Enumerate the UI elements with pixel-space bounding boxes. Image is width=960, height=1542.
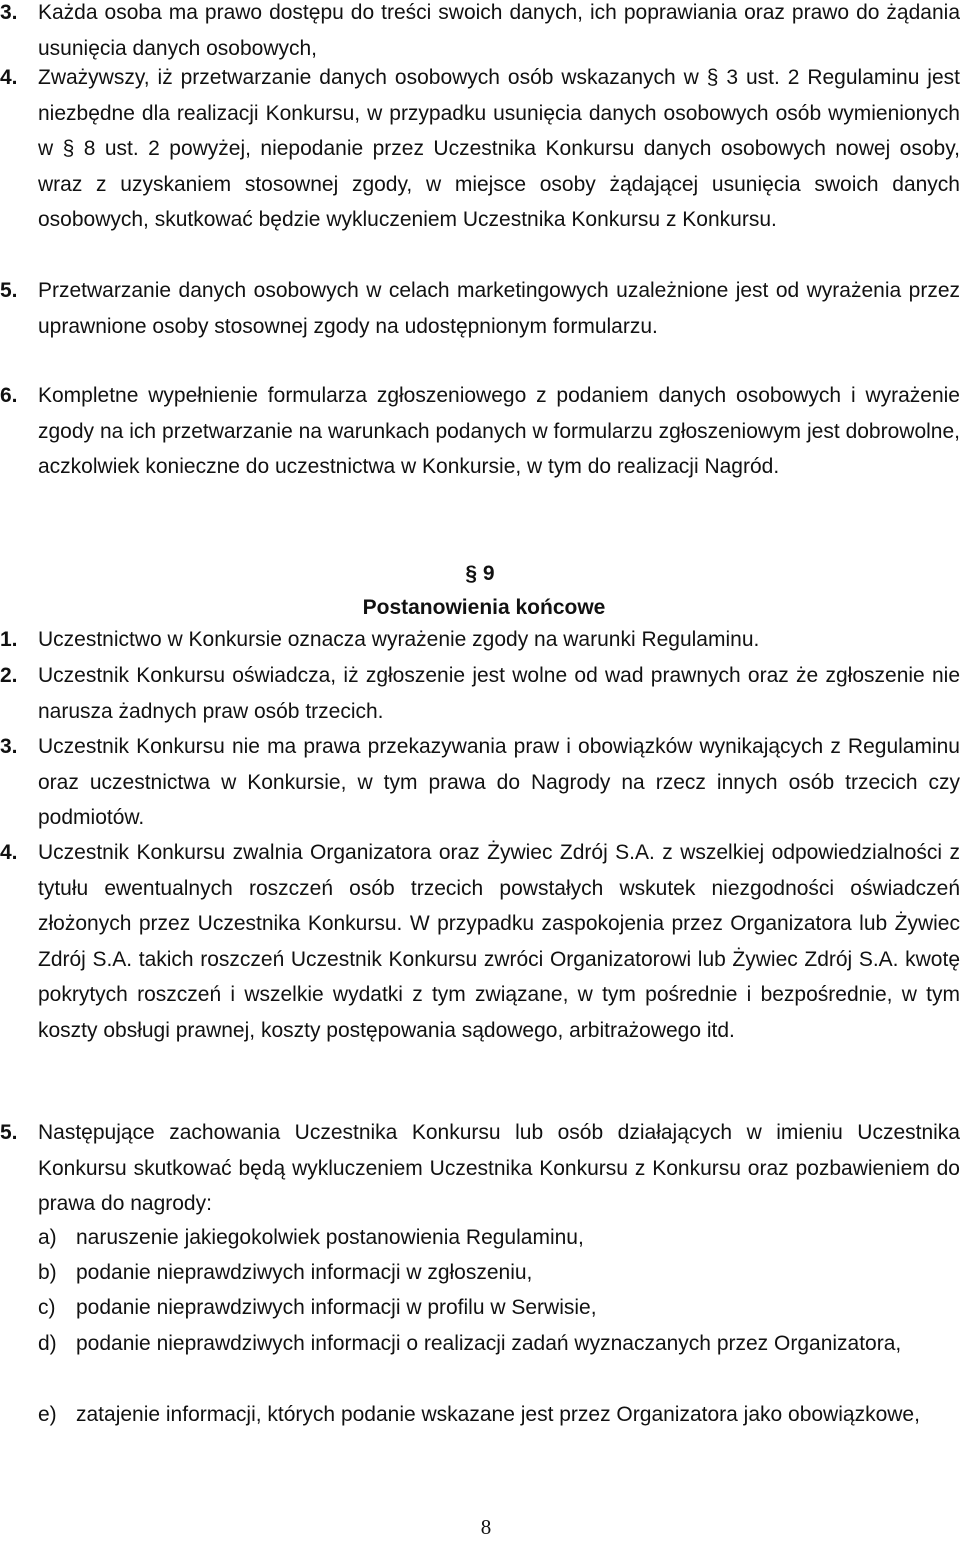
clause-item — [0, 0, 960, 66]
section-title: Postanowienia końcowe — [362, 596, 606, 619]
sub-item-letter: e) — [38, 1403, 57, 1426]
sub-item-text: naruszenie jakiegokolwiek postanowienia Regulaminu, — [76, 1226, 584, 1249]
sub-item — [38, 1397, 960, 1433]
clause-number: 4. — [0, 841, 18, 864]
clause-text: Kompletne wypełnienie formularza zgłoszeniowego z podaniem danych osobowych i wyrażenie zgody na ich przetwarzanie na warunkach podanych w formularzu zgłoszeniowym jest dobrowolne, aczkolwiek konieczne do uczestnictwa w Konkursie, w tym do realizacji Nagród. — [38, 384, 960, 478]
sub-item — [38, 1255, 960, 1291]
clause-text: Każda osoba ma prawo dostępu do treści swoich danych, ich poprawiania oraz prawo do żądania usunięcia danych osobowych, — [38, 1, 960, 60]
clause-number: 3. — [0, 735, 18, 758]
clause-number: 1. — [0, 628, 18, 651]
clause-number: 2. — [0, 664, 18, 687]
sub-item — [38, 1290, 960, 1326]
clause-number: 4. — [0, 66, 18, 89]
clause-item — [0, 1115, 960, 1222]
sub-item-text: podanie nieprawdziwych informacji w zgłoszeniu, — [76, 1261, 533, 1284]
clause-item — [0, 658, 960, 729]
sub-item-text: podanie nieprawdziwych informacji o realizacji zadań wyznaczanych przez Organizatora, — [76, 1332, 902, 1355]
sub-item-letter: c) — [38, 1296, 56, 1319]
clause-text: Uczestnik Konkursu zwalnia Organizatora oraz Żywiec Zdrój S.A. z wszelkiej odpowiedzialności z tytułu ewentualnych roszczeń osób trzecich powstałych wskutek niezgodności oświadczeń złożonych przez Uczestnika Konkursu. W przypadku zaspokojenia przez Organizatora lub Żywiec Zdrój S.A. takich roszczeń Uczestnik Konkursu zwróci Organizatorowi lub Żywiec Zdrój S.A. kwotę pokrytych roszczeń i wszelkie wydatki z tym związane, w tym pośrednie i bezpośrednie, w tym koszty obsługi prawnej, koszty postępowania sądowego, arbitrażowego itd. — [38, 841, 960, 1042]
clause-item — [0, 622, 960, 658]
clause-text: Przetwarzanie danych osobowych w celach marketingowych uzależnione jest od wyrażenia przez uprawnione osoby stosownej zgody na udostępnionym formularzu. — [38, 279, 960, 338]
clause-text: Zważywszy, iż przetwarzanie danych osobowych osób wskazanych w § 3 ust. 2 Regulaminu jest niezbędne dla realizacji Konkursu, w przypadku usunięcia danych osobowych osób wymienionych w § 8 ust. 2 powyżej, niepodanie przez Uczestnika Konkursu danych osobowych nowej osoby, wraz z uzyskaniem stosownej zgody, w miejsce osoby żądającej usunięcia swoich danych osobowych, skutkować będzie wykluczeniem Uczestnika Konkursu z Konkursu. — [38, 66, 960, 231]
section-mark: § 9 — [465, 562, 495, 585]
sub-item — [38, 1326, 960, 1362]
clause-item — [0, 378, 960, 485]
clause-text: Uczestnik Konkursu oświadcza, iż zgłoszenie jest wolne od wad prawnych oraz że zgłoszenie nie narusza żadnych praw osób trzecich. — [38, 664, 960, 723]
clause-number: 3. — [0, 1, 18, 24]
clause-text: Następujące zachowania Uczestnika Konkursu lub osób działających w imieniu Uczestnika Konkursu skutkować będą wykluczeniem Uczestnika Konkursu z Konkursu oraz pozbawieniem do prawa do nagrody: — [38, 1121, 960, 1215]
sub-item-letter: a) — [38, 1226, 57, 1249]
clause-text: Uczestnictwo w Konkursie oznacza wyrażenie zgody na warunki Regulaminu. — [38, 628, 760, 651]
clause-number: 6. — [0, 384, 18, 407]
sub-item-letter: d) — [38, 1332, 57, 1355]
clause-item — [0, 60, 960, 238]
page-number: 8 — [480, 1515, 492, 1539]
clause-text: Uczestnik Konkursu nie ma prawa przekazywania praw i obowiązków wynikających z Regulaminu oraz uczestnictwa w Konkursie, w tym prawa do Nagrody na rzecz innych osób trzecich czy podmiotów. — [38, 735, 960, 829]
clause-item — [0, 835, 960, 1048]
sub-item — [38, 1220, 960, 1256]
sub-item-text: podanie nieprawdziwych informacji w profilu w Serwisie, — [76, 1296, 597, 1319]
sub-item-text: zatajenie informacji, których podanie wskazane jest przez Organizatora jako obowiązkowe, — [76, 1403, 920, 1426]
clause-item — [0, 729, 960, 836]
clause-number: 5. — [0, 1121, 18, 1144]
sub-item-letter: b) — [38, 1261, 57, 1284]
clause-number: 5. — [0, 279, 18, 302]
clause-item — [0, 273, 960, 344]
